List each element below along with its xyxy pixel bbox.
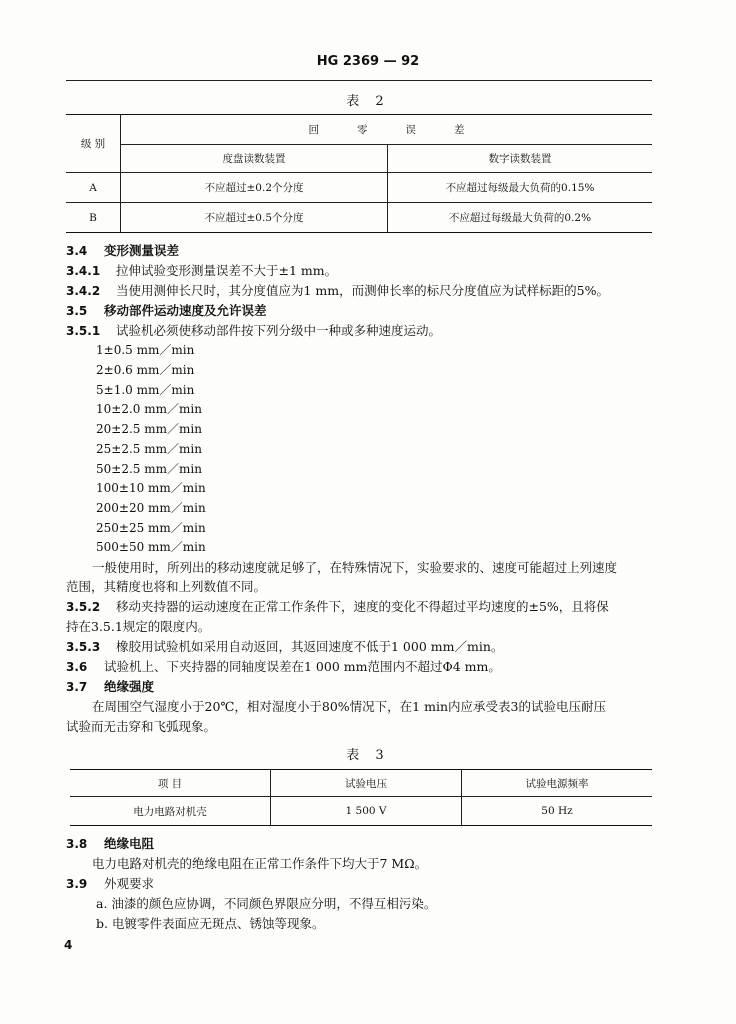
section-3-5-1: 3.5.1 试验机必须使移动部件按下列分级中一种或多种速度运动。 <box>66 323 442 338</box>
general-paragraph-line2: 范围，其精度也将和上列数值不同。 <box>66 579 267 594</box>
speed-item: 250±25 mm／min <box>96 521 206 535</box>
speed-item: 5±1.0 mm／min <box>96 383 195 397</box>
section-3-5: 3.5 移动部件运动速度及允许误差 <box>66 303 267 318</box>
section-3-5-3: 3.5.3 橡胶用试验机如采用自动返回，其返回速度不低于1 000 mm／min。 <box>66 639 504 654</box>
header-rule <box>66 80 652 81</box>
speed-item: 500±50 mm／min <box>96 540 206 554</box>
section-3-9: 3.9 外观要求 <box>66 876 155 891</box>
appearance-item-b: b. 电镀零件表面应无斑点、锈蚀等现象。 <box>96 916 325 931</box>
section-3-4-2: 3.4.2 当使用测伸长尺时，其分度值应为1 mm，而测伸长率的标尺分度值应为试样标距的5%。 <box>66 283 609 298</box>
table2-cell-digital: 不应超过每级最大负荷的0.15% <box>388 173 653 203</box>
table2-grade-header: 级 别 <box>66 115 121 173</box>
speed-item: 200±20 mm／min <box>96 501 206 515</box>
table3-item-header: 项 目 <box>70 770 271 797</box>
table-row <box>66 203 652 233</box>
table2-cell-grade: B <box>66 203 121 233</box>
table2 <box>66 114 652 233</box>
speed-item: 1±0.5 mm／min <box>96 343 195 357</box>
section-3-5-2-cont: 持在3.5.1规定的限度内。 <box>66 619 211 634</box>
general-paragraph-line1: 一般使用时，所列出的移动速度就足够了，在特殊情况下，实验要求的、速度可能超过上列速度 <box>92 560 618 575</box>
section-3-4: 3.4 变形测量误差 <box>66 243 180 258</box>
standard-code-header: HG 2369 — 92 <box>316 54 420 69</box>
page-number: 4 <box>64 938 73 952</box>
section-3-7-paragraph-line1: 在周围空气湿度小于20℃，相对湿度小于80%情况下，在1 min内应承受表3的试验电压耐压 <box>92 699 606 714</box>
table3-voltage-header: 试验电压 <box>271 770 462 797</box>
table2-cell-grade: A <box>66 173 121 203</box>
section-3-8: 3.8 绝缘电阻 <box>66 836 155 851</box>
table3-cell-item: 电力电路对机壳 <box>70 797 271 826</box>
table2-cell-digital: 不应超过每级最大负荷的0.2% <box>388 203 653 233</box>
table2-cell-dial: 不应超过±0.5个分度 <box>121 203 388 233</box>
table3 <box>70 769 652 826</box>
speed-item: 10±2.0 mm／min <box>96 402 202 416</box>
table3-frequency-header: 试验电源频率 <box>462 770 653 797</box>
table2-dial-header: 度盘读数装置 <box>121 145 388 173</box>
speed-item: 2±0.6 mm／min <box>96 363 195 377</box>
speed-item: 20±2.5 mm／min <box>96 422 202 436</box>
table2-cell-dial: 不应超过±0.2个分度 <box>121 173 388 203</box>
table-row <box>66 173 652 203</box>
appearance-item-a: a. 油漆的颜色应协调，不同颜色界限应分明，不得互相污染。 <box>96 896 437 911</box>
speed-item: 50±2.5 mm／min <box>96 462 202 476</box>
table2-caption: 表 2 <box>346 94 390 109</box>
table-row <box>70 797 652 826</box>
table3-caption: 表 3 <box>346 748 390 763</box>
table3-cell-frequency: 50 Hz <box>462 797 653 826</box>
section-3-6: 3.6 试验机上、下夹持器的同轴度误差在1 000 mm范围内不超过Φ4 mm。 <box>66 659 501 674</box>
section-3-5-2: 3.5.2 移动夹持器的运动速度在正常工作条件下，速度的变化不得超过平均速度的±5%，且将保 <box>66 599 609 614</box>
table2-digital-header: 数字读数装置 <box>388 145 653 173</box>
speed-item: 100±10 mm／min <box>96 481 206 495</box>
section-3-7: 3.7 绝缘强度 <box>66 679 155 694</box>
table2-group-header: 回零误差 <box>121 115 653 145</box>
section-3-4-1: 3.4.1 拉伸试验变形测量误差不大于±1 mm。 <box>66 263 338 278</box>
section-3-7-paragraph-line2: 试验而无击穿和飞弧现象。 <box>66 719 217 734</box>
section-3-8-paragraph: 电力电路对机壳的绝缘电阻在正常工作条件下均大于7 MΩ。 <box>92 856 428 871</box>
table3-cell-voltage: 1 500 V <box>271 797 462 826</box>
speed-item: 25±2.5 mm／min <box>96 442 202 456</box>
